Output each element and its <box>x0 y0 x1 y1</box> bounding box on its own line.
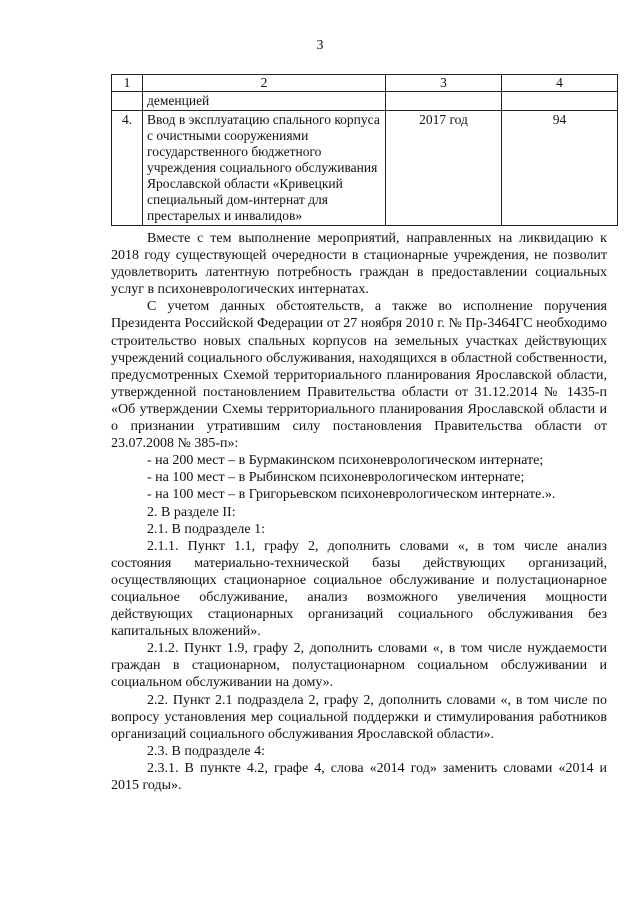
table-cell-value: 94 <box>502 111 618 226</box>
paragraph: 2.2. Пункт 2.1 подраздела 2, графу 2, дополнить словами «, в том числе по вопросу установления мер социальной поддержки и стимулирования работников организаций социального обслуживания Ярославской области». <box>111 692 607 742</box>
table-cell-year <box>386 92 502 111</box>
paragraph: Вместе с тем выполнение мероприятий, направленных на ликвидацию к 2018 году существующей очередности в стационарные учреждения, не позволит удовлетворить латентную потребность граждан в предоставлении социальных услуг в психоневрологических интернатах. <box>111 231 607 298</box>
table-cell-text: деменцией <box>143 92 386 111</box>
paragraph: 2.1.1. Пункт 1.1, графу 2, дополнить словами «, в том числе анализ состояния материально-технической базы действующих организаций, осуществляющих стационарное социальное обслуживание и полустационарное социальное обслуживание, анализ возможного увеличения мощности действующих стационарных организаций социального обслуживания без капитальных вложений». <box>111 538 607 640</box>
list-item: - на 200 мест – в Бурмакинском психоневрологическом интернате; <box>147 453 544 469</box>
document-table <box>111 74 618 226</box>
paragraph: С учетом данных обстоятельств, а также во исполнение поручения Президента Российской Федерации от 27 ноября 2010 г. № Пр-3464ГС необходимо строительство новых спальных корпусов на земельных участках действующих учреждений социального обслуживания, находящихся в областной собственности, предусмотренных Схемой территориального планирования Ярославской области, утвержденной постановлением Правительства области от 31.12.2014 № 1435-п «Об утверждении Схемы территориального планирования Ярославской области и о признании утратившим силу постановления Правительства области от 23.07.2008 № 385-п»: <box>111 299 607 452</box>
table-cell-num: 4. <box>112 111 143 226</box>
table-cell-text: Ввод в эксплуатацию спального корпуса с очистными сооружениями государственного бюджетного учреждения социального обслуживания Ярославской области «Кривецкий специальный дом-интернат для престарелых и инвалидов» <box>143 111 386 226</box>
table-header-cell: 3 <box>386 75 502 92</box>
paragraph: 2.3.1. В пункте 4.2, графе 4, слова «2014 год» заменить словами «2014 и 2015 годы». <box>111 760 607 793</box>
table-cell-value <box>502 92 618 111</box>
table-header-cell: 4 <box>502 75 618 92</box>
table-row <box>112 111 618 226</box>
table-row <box>112 92 618 111</box>
document-body <box>111 230 607 794</box>
table-cell-year: 2017 год <box>386 111 502 226</box>
page-number: 3 <box>316 38 324 53</box>
table-header-row <box>112 75 618 92</box>
list-item: - на 100 мест – в Рыбинском психоневрологическом интернате; <box>147 470 525 486</box>
table-header-cell: 1 <box>112 75 143 92</box>
paragraph: 2. В разделе II: <box>147 504 236 520</box>
table-header-cell: 2 <box>143 75 386 92</box>
paragraph: 2.1.2. Пункт 1.9, графу 2, дополнить словами «, в том числе нуждаемости граждан в стационарном, полустационарном социальном обслуживании и социальном обслуживании на дому». <box>111 641 607 691</box>
table-cell-num <box>112 92 143 111</box>
list-item: - на 100 мест – в Григорьевском психоневрологическом интернате.». <box>147 487 556 503</box>
paragraph: 2.3. В подразделе 4: <box>147 743 265 759</box>
paragraph: 2.1. В подразделе 1: <box>147 521 265 537</box>
